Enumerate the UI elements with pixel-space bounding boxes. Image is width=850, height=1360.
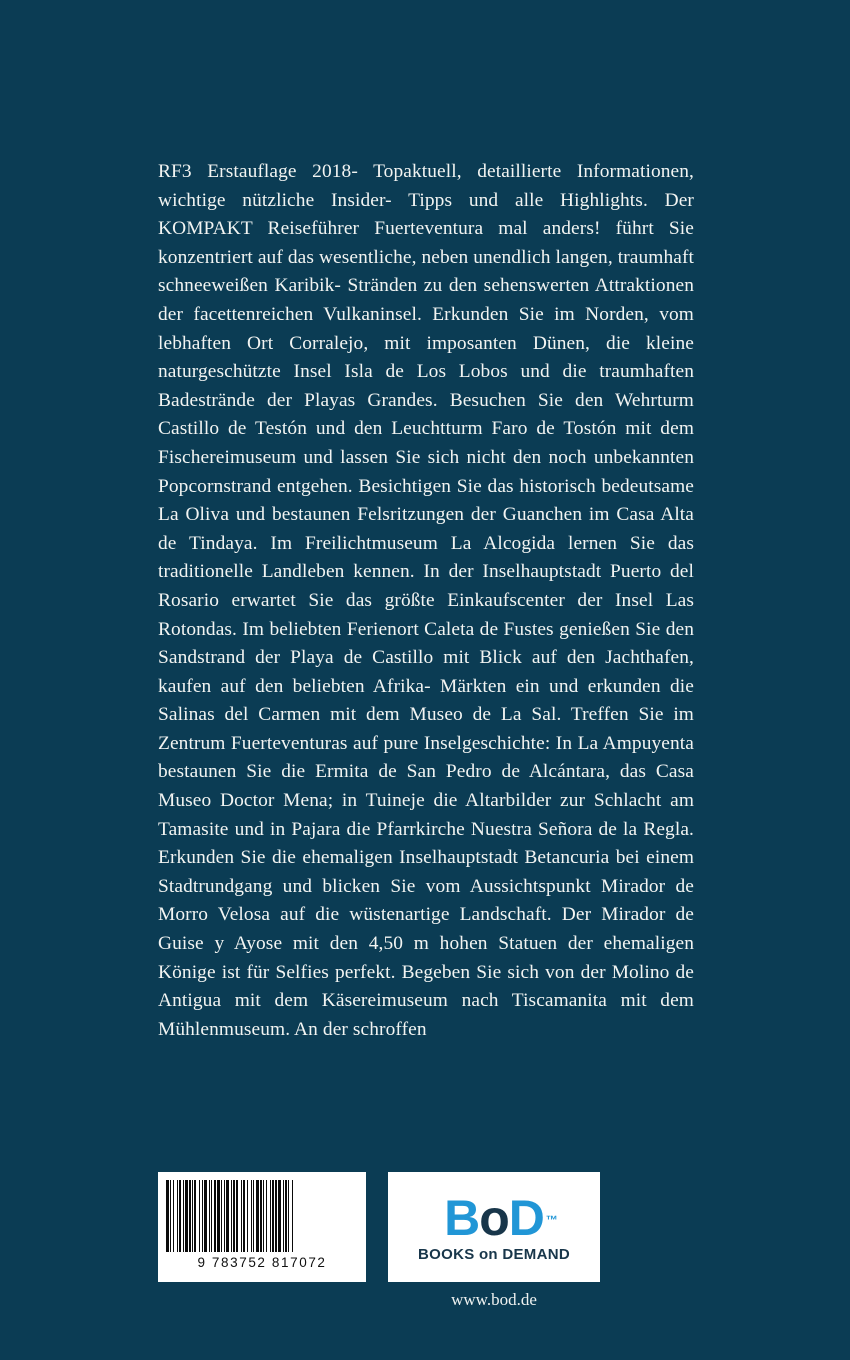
- publisher-url: www.bod.de: [451, 1290, 537, 1309]
- blurb-text-block: [158, 158, 694, 1044]
- blurb-paragraph: RF3 Erstauflage 2018- Topaktuell, detaillierte Informationen, wichtige nützliche Insider- Tipps und alle Highlights. Der KOMPAKT Reiseführer Fuerteventura mal anders! führt Sie konzentriert auf das wesentliche, neben unendlich langen, traumhaft schneeweißen Karibik- Stränden zu den sehenswerten Attraktionen der facettenreichen Vulkaninsel. Erkunden Sie im Norden, vom lebhaften Ort Corralejo, mit imposanten Dünen, die kleine naturgeschützte Insel Isla de Los Lobos und die traumhaften Badestrände der Playas Grandes. Besuchen Sie den Wehrturm Castillo de Testón und den Leuchtturm Faro de Tostón mit dem Fischereimuseum und lassen Sie sich nicht den noch unbekannten Popcornstrand entgehen. Besichtigen Sie das historisch bedeutsame La Oliva und bestaunen Felsritzungen der Guanchen im Casa Alta de Tindaya. Im Freilichtmuseum La Alcogida lernen Sie das traditionelle Landleben kennen. In der Inselhauptstadt Puerto del Rosario erwartet Sie das größte Einkaufscenter der Insel Las Rotondas. Im beliebten Ferienort Caleta de Fustes genießen Sie den Sandstrand der Playa de Castillo mit Blick auf den Jachthafen, kaufen auf den beliebten Afrika- Märkten ein und erkunden die Salinas del Carmen mit dem Museo de La Sal. Treffen Sie im Zentrum Fuerteventuras auf pure Inselgeschichte: In La Ampuyenta bestaunen Sie die Ermita de San Pedro de Alcántara, das Casa Museo Doctor Mena; in Tuineje die Altarbilder zur Schlacht am Tamasite und in Pajara die Pfarrkirche Nuestra Señora de la Regla. Erkunden Sie die ehemaligen Inselhauptstadt Betancuria bei einem Stadtrundgang und blicken Sie vom Aussichtspunkt Mirador de Morro Velosa auf die wüstenartige Landschaft. Der Mirador de Guise y Ayose mit den 4,50 m hohen Statuen der ehemaligen Könige ist für Selfies perfekt. Begeben Sie sich von der Molino de Antigua mit dem Käsereimuseum nach Tiscamanita mit dem Mühlenmuseum. An der schroffen: [158, 161, 694, 1040]
- bod-logo-d: D: [508, 1189, 544, 1246]
- publisher-logo-box: [388, 1172, 600, 1282]
- bod-subtitle: BOOKS on DEMAND: [418, 1245, 570, 1263]
- cover-footer: [158, 1172, 698, 1312]
- bod-logo: [444, 1189, 558, 1246]
- barcode-bars: [166, 1180, 358, 1252]
- trademark-icon: ™: [545, 1212, 558, 1227]
- barcode-digits: 9 783752 817072: [197, 1255, 327, 1270]
- isbn-barcode: [158, 1172, 366, 1282]
- bod-logo-b: B: [444, 1189, 480, 1246]
- bod-logo-o: o: [479, 1189, 509, 1246]
